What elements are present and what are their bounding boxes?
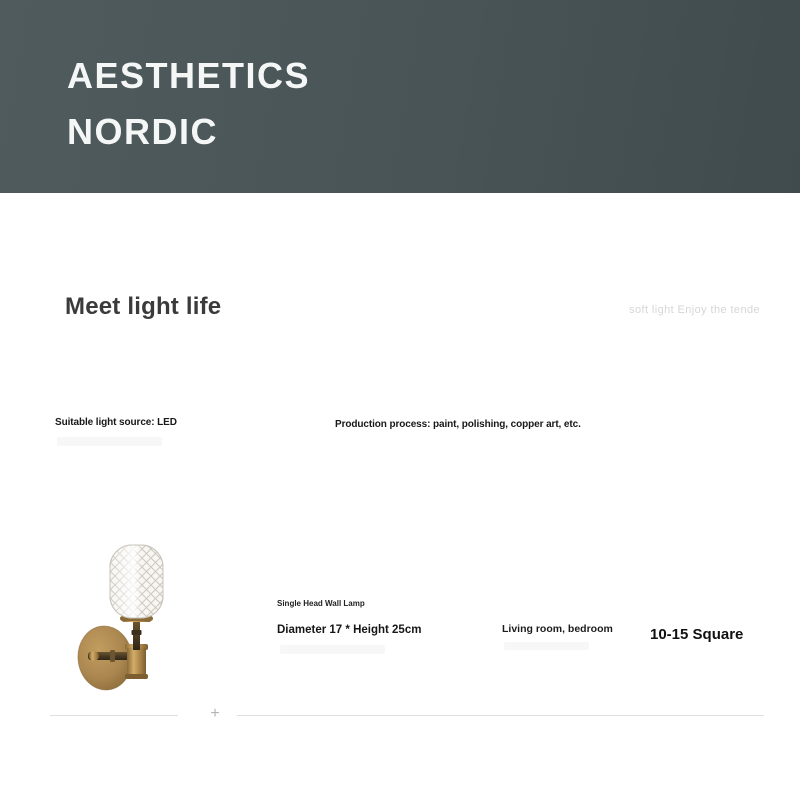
hero-tagline: soft light Enjoy the tende: [629, 304, 760, 316]
product-image-wall-lamp: [70, 540, 220, 710]
spec-rooms: Living room, bedroom: [502, 623, 613, 635]
feature-reflection-bar: [57, 437, 162, 446]
spec-coverage-area: 10-15 Square: [650, 626, 744, 643]
spec-rooms-reflection-bar: [504, 642, 589, 650]
spec-product-type: Single Head Wall Lamp: [277, 599, 365, 608]
plus-icon: +: [210, 705, 220, 722]
divider-left: [50, 715, 178, 716]
brand-logo: [67, 48, 310, 160]
header-banner: [0, 0, 800, 193]
brand-line1: AESTHETICS: [67, 55, 311, 96]
feature-production-process: Production process: paint, polishing, copper art, etc.: [335, 419, 581, 430]
feature-light-source: Suitable light source: LED: [55, 417, 177, 428]
spec-dimensions-reflection-bar: [280, 645, 385, 654]
wall-lamp-illustration: [70, 540, 220, 710]
lamp-glass-shade: [110, 545, 163, 618]
brand-line2: NORDIC: [67, 111, 218, 152]
divider-right: [237, 715, 764, 716]
page-title: Meet light life: [65, 293, 222, 320]
spec-dimensions: Diameter 17 * Height 25cm: [277, 624, 422, 636]
lamp-stem: [132, 622, 142, 650]
